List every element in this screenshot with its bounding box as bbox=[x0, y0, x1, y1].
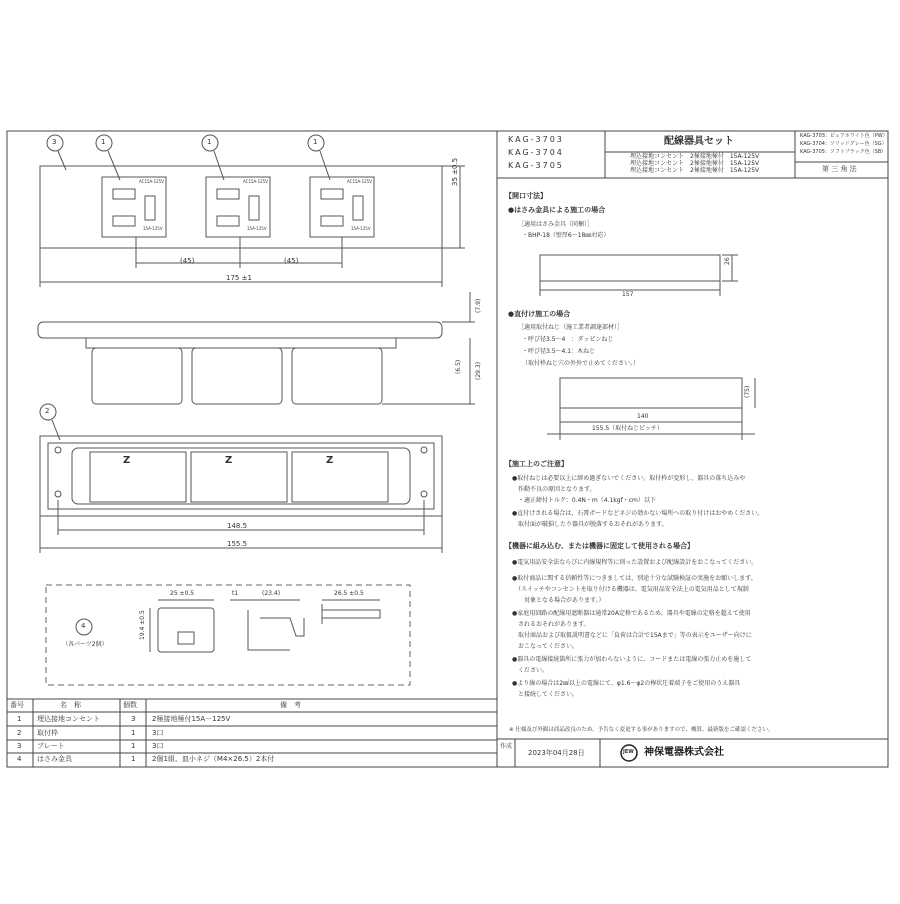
table-cell: 2 bbox=[17, 729, 22, 737]
callout-label: 4 bbox=[81, 622, 86, 630]
dimension-label: (29.3) bbox=[475, 361, 482, 380]
dimension-label: 157 bbox=[622, 291, 634, 298]
outlet-mark: Z bbox=[225, 455, 233, 466]
product-line: 埋込接地コンセント 2極接地極付 15A-125V bbox=[630, 167, 760, 174]
note-text: （取付枠ねじ穴の外外で止めてください。） bbox=[522, 360, 640, 367]
logo-text: JEW bbox=[623, 749, 634, 755]
model-number: KAG-3705 bbox=[508, 161, 564, 170]
product-line: 埋込接地コンセント 2極接地極付 15A-125V bbox=[630, 160, 760, 167]
install-text: ●取付商品に関する信頼性等につきましては、別途十分な試験検証の実施をお願いします。 bbox=[512, 575, 757, 582]
color-note: KAG-3705：ソフトブラック色（SB） bbox=[800, 149, 887, 155]
outlet-mark: Z bbox=[123, 455, 131, 466]
callout-label: 1 bbox=[101, 138, 106, 146]
note-text: ・呼び径3.5～4.1：木ねじ bbox=[522, 348, 596, 355]
table-cell: 1 bbox=[131, 742, 136, 750]
dimension-label: 25 ±0.5 bbox=[170, 590, 195, 597]
outlet-mark: Z bbox=[326, 455, 334, 466]
frame-border bbox=[7, 131, 888, 767]
dimension-label: 155.5（取付ねじピッチ） bbox=[592, 425, 663, 432]
parts-note: （各パーツ2個） bbox=[62, 641, 108, 648]
callout-label: 3 bbox=[52, 138, 57, 146]
model-number: KAG-3703 bbox=[508, 135, 564, 144]
back-outlet bbox=[292, 452, 388, 502]
table-header: 名 称 bbox=[60, 701, 81, 709]
install-text: 取付商品および取扱説明書などに「負荷は合計で15Aまで」等の表示をユーザー向けに bbox=[512, 632, 752, 639]
table-cell: 1 bbox=[17, 715, 22, 723]
install-text: おこなってください。 bbox=[512, 643, 579, 650]
outlet-rating: AC15A-125V bbox=[243, 179, 269, 184]
side-plate bbox=[38, 322, 442, 338]
dimension-label: (75) bbox=[744, 385, 751, 398]
table-cell: 3口 bbox=[152, 729, 164, 737]
caution-text: ・適正締付トルク：0.4N・m（4.1kgf・cm）以下 bbox=[512, 497, 656, 504]
dimension-label: 26 bbox=[724, 257, 731, 265]
install-text: ●より線の場合は2㎟以上の電線にて、φ1.6～φ2の棒状圧着端子をご使用のうえ器具 bbox=[512, 680, 741, 687]
dimension-label: t1 bbox=[232, 590, 239, 597]
back-outlet bbox=[90, 452, 186, 502]
company-name: 神保電器株式会社 bbox=[644, 747, 724, 758]
table-cell: 4 bbox=[17, 755, 22, 763]
note-text: ［適用取付ねじ（施工業者調達部材）］ bbox=[518, 324, 624, 331]
callout-label: 1 bbox=[207, 138, 212, 146]
callout-label: 2 bbox=[45, 407, 50, 415]
outlet-rating: AC15A-125V bbox=[139, 179, 165, 184]
table-cell: 1 bbox=[131, 729, 136, 737]
outlet-rating: 15A-125V bbox=[143, 226, 163, 231]
dimension-label: 26.5 ±0.5 bbox=[334, 590, 364, 597]
install-text: ●器具の電線接続箇所に張力が加わらないように、コードまたは電線の張力止めを施して bbox=[512, 656, 752, 663]
projection-method: 第 三 角 法 bbox=[822, 165, 857, 173]
section-heading: 【機器に組み込む、または機器に固定して使用される場合】 bbox=[505, 542, 694, 550]
note-text: ［適用はさみ金具（同梱）］ bbox=[518, 221, 594, 228]
caution-text: ●取付ねじは必要以上に締め過ぎないでください。取付枠が変形し、器具の落ち込みや bbox=[512, 475, 746, 482]
table-cell: 取付枠 bbox=[37, 729, 58, 737]
table-header: 番号 bbox=[10, 701, 24, 709]
subsection-heading: ●はさみ金具による施工の場合 bbox=[508, 206, 606, 214]
table-cell: 3 bbox=[17, 742, 22, 750]
dimension-label: 19.4 ±0.5 bbox=[139, 610, 146, 640]
table-cell: プレート bbox=[37, 742, 65, 750]
section-heading: 【開口寸法】 bbox=[505, 192, 547, 200]
install-text: ●家庭用回路の配線用遮断器は通常20A定格であるため、器具や電線の定格を超えて使用 bbox=[512, 610, 751, 617]
install-text: 対象となる場合があります。） bbox=[512, 597, 605, 604]
model-number: KAG-3704 bbox=[508, 148, 564, 157]
product-line: 埋込接地コンセント 2極接地極付 15A-125V bbox=[630, 153, 760, 160]
install-text: ください。 bbox=[512, 667, 549, 674]
subsection-heading: ●直付け施工の場合 bbox=[508, 310, 571, 318]
clamp-opening bbox=[540, 255, 720, 281]
dimension-label: 175 ±1 bbox=[226, 274, 252, 282]
outlet-rating: 15A-125V bbox=[351, 226, 371, 231]
screw bbox=[322, 610, 380, 618]
dimension-label: (6.5) bbox=[455, 359, 462, 374]
table-cell: 埋込接地コンセント bbox=[37, 715, 100, 723]
dimension-label: 35 ±0.5 bbox=[451, 157, 459, 186]
install-text: （スイッチやコンセントを取り付ける機器は、電気用品安全法上の電気用品として規制 bbox=[512, 586, 749, 593]
outlet-rating: AC15A-125V bbox=[347, 179, 373, 184]
caution-text: 作動不良の原因となります。 bbox=[512, 486, 596, 493]
table-cell: 2極接地極付15A－125V bbox=[152, 715, 231, 723]
note-text: ・BHP-18（壁厚6～18㎜対応） bbox=[522, 232, 610, 239]
dimension-label: 155.5 bbox=[227, 540, 248, 548]
color-note: KAG-3703：ピュアホワイト色（PW） bbox=[800, 133, 888, 139]
table-cell: 2個1組、皿小ネジ（M4×26.5）2本付 bbox=[152, 755, 275, 763]
install-text: されるおそれがあります。 bbox=[512, 621, 590, 628]
back-outlet bbox=[191, 452, 287, 502]
dimension-label: 148.5 bbox=[227, 522, 248, 530]
outlet-rating: 15A-125V bbox=[247, 226, 267, 231]
created-label: 作成 bbox=[500, 743, 513, 750]
clamp-front bbox=[158, 608, 214, 652]
install-text: ●電気用品安全法ならびに内線規程等に則った設置および配線設計をおこなってください。 bbox=[512, 559, 758, 566]
table-header: 個数 bbox=[123, 701, 137, 709]
front-plate bbox=[40, 166, 442, 248]
dimension-label: (7.9) bbox=[475, 298, 482, 313]
table-cell: 1 bbox=[131, 755, 136, 763]
table-header: 備 考 bbox=[280, 701, 301, 709]
table-cell: 3口 bbox=[152, 742, 164, 750]
table-cell: はさみ金具 bbox=[37, 755, 72, 763]
install-text: と接続してください。 bbox=[512, 691, 579, 698]
caution-text: 取付面が破損したり器具が脱落するおそれがあります。 bbox=[512, 521, 668, 528]
created-date: 2023年04月28日 bbox=[528, 749, 585, 757]
section-heading: 【施工上のご注意】 bbox=[505, 460, 568, 468]
note-text: ・呼び径3.5～4 ：ダッピンねじ bbox=[522, 336, 614, 343]
color-note: KAG-3704：ソリッドグレー色（SG） bbox=[800, 141, 887, 147]
callout-label: 1 bbox=[313, 138, 318, 146]
dimension-label: (45) bbox=[180, 257, 195, 265]
dimension-label: (23.4) bbox=[262, 590, 281, 597]
table-cell: 3 bbox=[131, 715, 136, 723]
footer-note: ※ 仕様及び外観は商品改良のため、予告なく変更する事がありますので、概算、最新版をご確認ください。 bbox=[509, 727, 774, 733]
dimension-label: 140 bbox=[637, 413, 649, 420]
caution-text: ●直付けされる場合は、石膏ボードなどネジの効かない場所への取り付けはおやめください。 bbox=[512, 510, 764, 517]
dimension-label: (45) bbox=[284, 257, 299, 265]
direct-opening bbox=[560, 378, 742, 408]
document-title: 配線器具セット bbox=[664, 136, 734, 147]
clamp-side bbox=[248, 610, 304, 650]
